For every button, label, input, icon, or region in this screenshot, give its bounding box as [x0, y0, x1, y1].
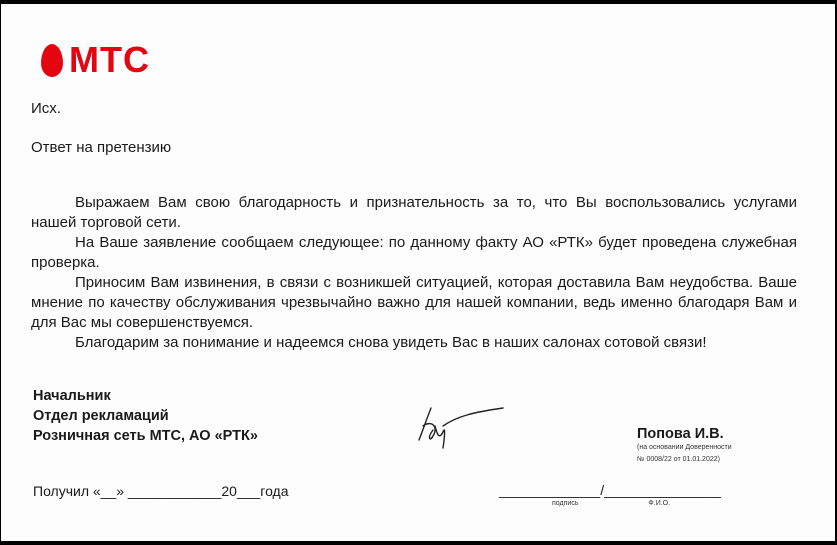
signature-lines: _____________/_______________: [499, 482, 721, 498]
outgoing-number: Исх.: [31, 100, 61, 117]
paragraph: На Ваше заявление сообщаем следующее: по данному факту АО «РТК» будет проведена служебная проверка.: [31, 234, 797, 271]
signatory-name-block: [637, 426, 732, 466]
name-caption: Ф.И.О.: [648, 500, 671, 507]
handwritten-signature: [413, 396, 513, 452]
logo-text: МТС: [69, 39, 150, 80]
mts-egg-icon: [41, 44, 63, 77]
signature-captions: [552, 500, 670, 507]
sign-caption: подпись: [552, 500, 579, 507]
poa-number: № 0008/22 от 01.01.2022): [637, 456, 720, 463]
paragraph: Благодарим за понимание и надеемся снова увидеть Вас в наших салонах сотовой связи!: [75, 334, 707, 351]
receipt-line: Получил «__» ____________20___года: [33, 483, 289, 499]
letter-subject: Ответ на претензию: [31, 139, 172, 156]
paragraph: Приносим Вам извинения, в связи с возникшей ситуацией, которая доставила Вам неудобства. Ваше мнение по качеству обслуживания чрезвычайно важно для нашей компании, ведь именно благодаря Вам и для Вас мы совершенствуемся.: [31, 274, 797, 331]
paragraph: Выражаем Вам свою благодарность и признательность за то, что Вы воспользовались услугами нашей торговой сети.: [31, 194, 797, 231]
letter-body: [31, 193, 797, 353]
signatory-title: [33, 386, 258, 446]
signatory-department: Отдел рекламаций: [33, 408, 169, 424]
signatory-organization: Розничная сеть МТС, АО «РТК»: [33, 428, 258, 444]
letter-sheet: [1, 4, 835, 541]
poa-basis: (на основании Доверенности: [637, 444, 732, 451]
signatory-name: Попова И.В.: [637, 426, 724, 442]
signatory-position: Начальник: [33, 388, 111, 404]
mts-logo: [41, 39, 150, 80]
